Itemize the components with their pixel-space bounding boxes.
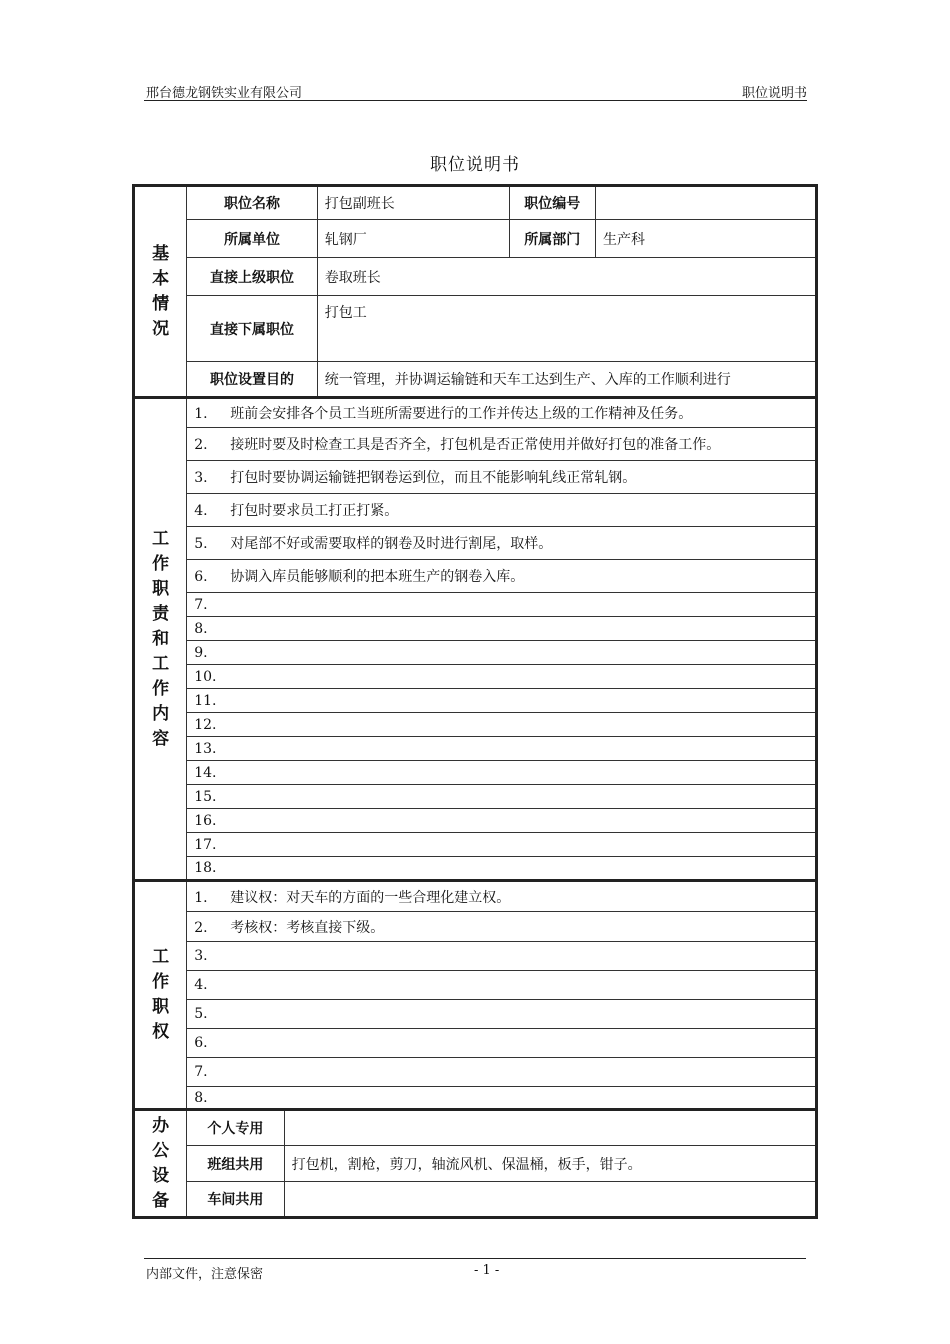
team-use-label: 班组共用 <box>187 1146 284 1182</box>
section-authority: 工 作 职 权 <box>134 881 187 1110</box>
authority-item: 7. <box>187 1058 817 1087</box>
dept-label: 所属部门 <box>509 220 595 258</box>
page-number: - 1 - <box>474 1263 500 1278</box>
duty-item: 9. <box>187 641 817 665</box>
superior-value: 卷取班长 <box>317 258 816 296</box>
purpose-value: 统一管理，并协调运输链和天车工达到生产、入库的工作顺利进行 <box>317 362 816 398</box>
duty-item: 16. <box>187 809 817 833</box>
page-title: 职位说明书 <box>430 155 520 175</box>
duty-item: 10. <box>187 665 817 689</box>
section-equipment: 办 公 设 备 <box>134 1110 187 1218</box>
personal-use-value <box>284 1110 816 1146</box>
duty-item: 13. <box>187 737 817 761</box>
authority-item: 2. 考核权：考核直接下级。 <box>187 912 817 942</box>
page-header <box>144 80 807 101</box>
authority-item: 5. <box>187 1000 817 1029</box>
team-use-value: 打包机，割枪，剪刀，轴流风机、保温桶，板手，钳子。 <box>284 1146 816 1182</box>
duty-item: 7. <box>187 593 817 617</box>
duty-item: 8. <box>187 617 817 641</box>
authority-item: 6. <box>187 1029 817 1058</box>
duty-item: 12. <box>187 713 817 737</box>
duty-item: 2. 接班时要及时检查工具是否齐全，打包机是否正常使用并做好打包的准备工作。 <box>187 428 817 461</box>
position-code-value <box>595 186 816 220</box>
duty-item: 15. <box>187 785 817 809</box>
confidential-note: 内部文件，注意保密 <box>146 1267 264 1282</box>
position-name-label: 职位名称 <box>187 186 318 220</box>
position-name-value: 打包副班长 <box>317 186 509 220</box>
duty-item: 11. <box>187 689 817 713</box>
dept-value: 生产科 <box>595 220 816 258</box>
section-duties: 工 作 职 责 和 工 作 内 容 <box>134 398 187 881</box>
duty-item: 5. 对尾部不好或需要取样的钢卷及时进行割尾，取样。 <box>187 527 817 560</box>
duty-item: 4. 打包时要求员工打正打紧。 <box>187 494 817 527</box>
authority-item: 3. <box>187 942 817 971</box>
duty-item: 18. <box>187 857 817 881</box>
authority-item: 8. <box>187 1087 817 1110</box>
header-doc-type: 职位说明书 <box>741 86 807 101</box>
job-description-table <box>132 184 818 1219</box>
unit-label: 所属单位 <box>187 220 318 258</box>
personal-use-label: 个人专用 <box>187 1110 284 1146</box>
authority-item: 1. 建议权：对天车的方面的一些合理化建立权。 <box>187 881 817 912</box>
duty-item: 14. <box>187 761 817 785</box>
duty-item: 3. 打包时要协调运输链把钢卷运到位，而且不能影响轧线正常轧钢。 <box>187 461 817 494</box>
workshop-use-value <box>284 1182 816 1218</box>
workshop-use-label: 车间共用 <box>187 1182 284 1218</box>
purpose-label: 职位设置目的 <box>187 362 318 398</box>
duty-item: 1. 班前会安排各个员工当班所需要进行的工作并传达上级的工作精神及任务。 <box>187 398 817 428</box>
authority-item: 4. <box>187 971 817 1000</box>
subordinate-label: 直接下属职位 <box>187 296 318 362</box>
subordinate-value: 打包工 <box>317 296 816 362</box>
duty-item: 17. <box>187 833 817 857</box>
superior-label: 直接上级职位 <box>187 258 318 296</box>
section-basic-info: 基 本 情 况 <box>134 186 187 398</box>
duty-item: 6. 协调入库员能够顺利的把本班生产的钢卷入库。 <box>187 560 817 593</box>
position-code-label: 职位编号 <box>509 186 595 220</box>
page-footer <box>144 1258 806 1282</box>
unit-value: 轧钢厂 <box>317 220 509 258</box>
company-name: 邢台德龙钢铁实业有限公司 <box>146 86 303 101</box>
